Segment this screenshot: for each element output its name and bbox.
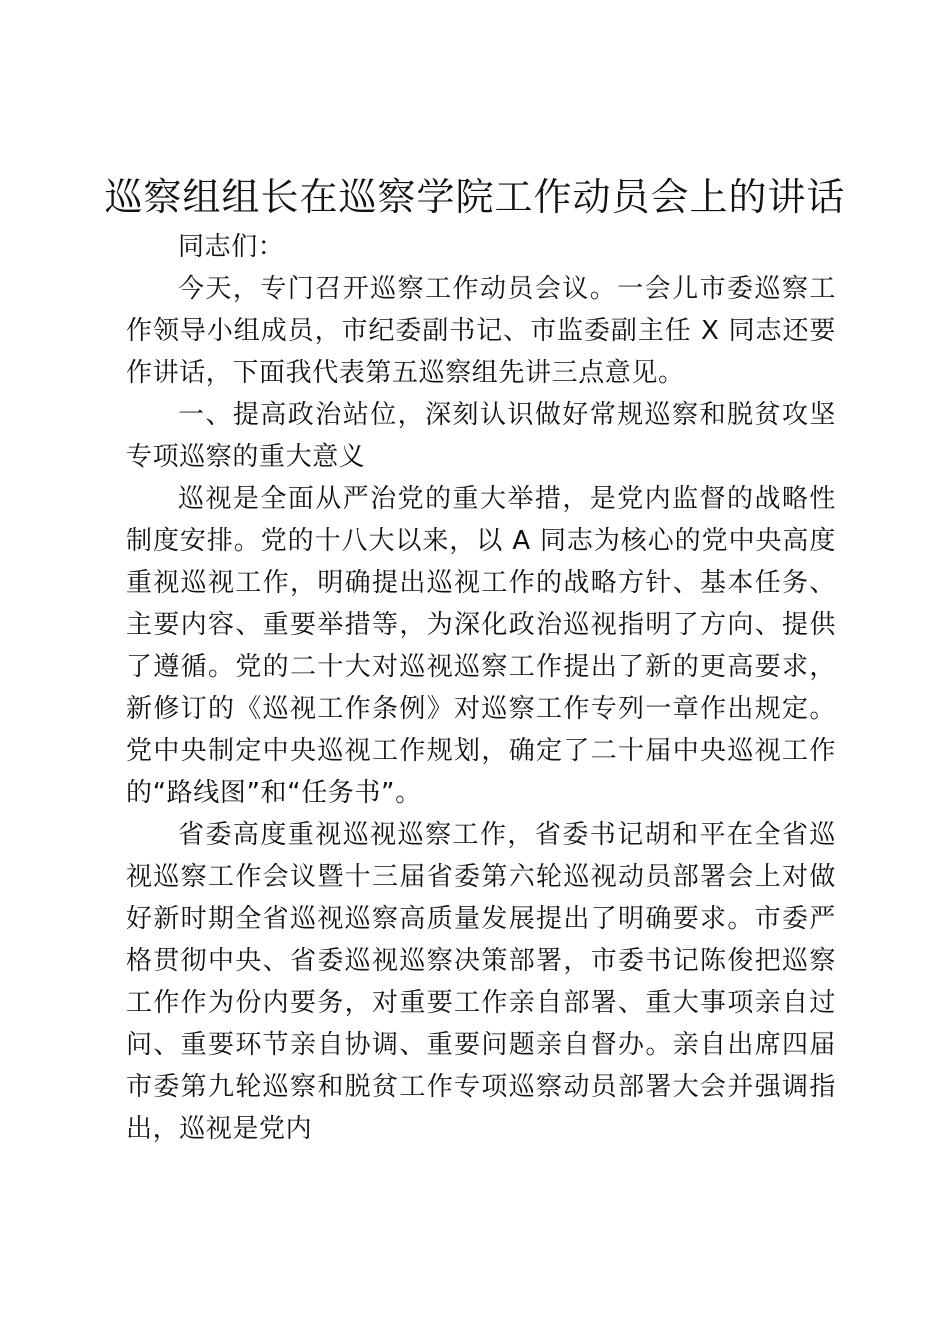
paragraph-opening: 今天，专门召开巡察工作动员会议。一会儿市委巡察工作领导小组成员，市纪委副书记、市监委副主任 X 同志还要作讲话，下面我代表第五巡察组先讲三点意见。 [126,274,836,388]
document-body [126,226,836,1150]
paragraph-provincial-committee: 省委高度重视巡视巡察工作，省委书记胡和平在全省巡视巡察工作会议暨十三届省委第六轮巡视动员部署会上对做好新时期全省巡视巡察高质量发展提出了明确要求。市委严格贯彻中央、省委巡视巡察决策部署，市委书记陈俊把巡察工作作为份内要务，对重要工作亲自部署、重大事项亲自过问、重要环节亲自协调、重要问题亲自督办。亲自出席四届市委第九轮巡察和脱贫工作专项巡察动员部署大会并强调指出，巡视是党内 [126,820,836,1144]
section-heading-1: 一、提高政治站位，深刻认识做好常规巡察和脱贫攻坚专项巡察的重大意义 [126,400,836,472]
salutation: 同志们： [178,232,285,262]
document-title: 巡察组组长在巡察学院工作动员会上的讲话 [104,175,846,219]
paragraph-inspection-significance: 巡视是全面从严治党的重大举措，是党内监督的战略性制度安排。党的十八大以来，以 A 同志为核心的党中央高度重视巡视工作，明确提出巡视工作的战略方针、基本任务、主要内容、重要举措等，为深化政治巡视指明了方向、提供了遵循。党的二十大对巡视巡察工作提出了新的更高要求，新修订的《巡视工作条例》对巡察工作专列一章作出规定。党中央制定中央巡视工作规划，确定了二十届中央巡视工作的“路线图”和“任务书”。 [126,484,836,808]
